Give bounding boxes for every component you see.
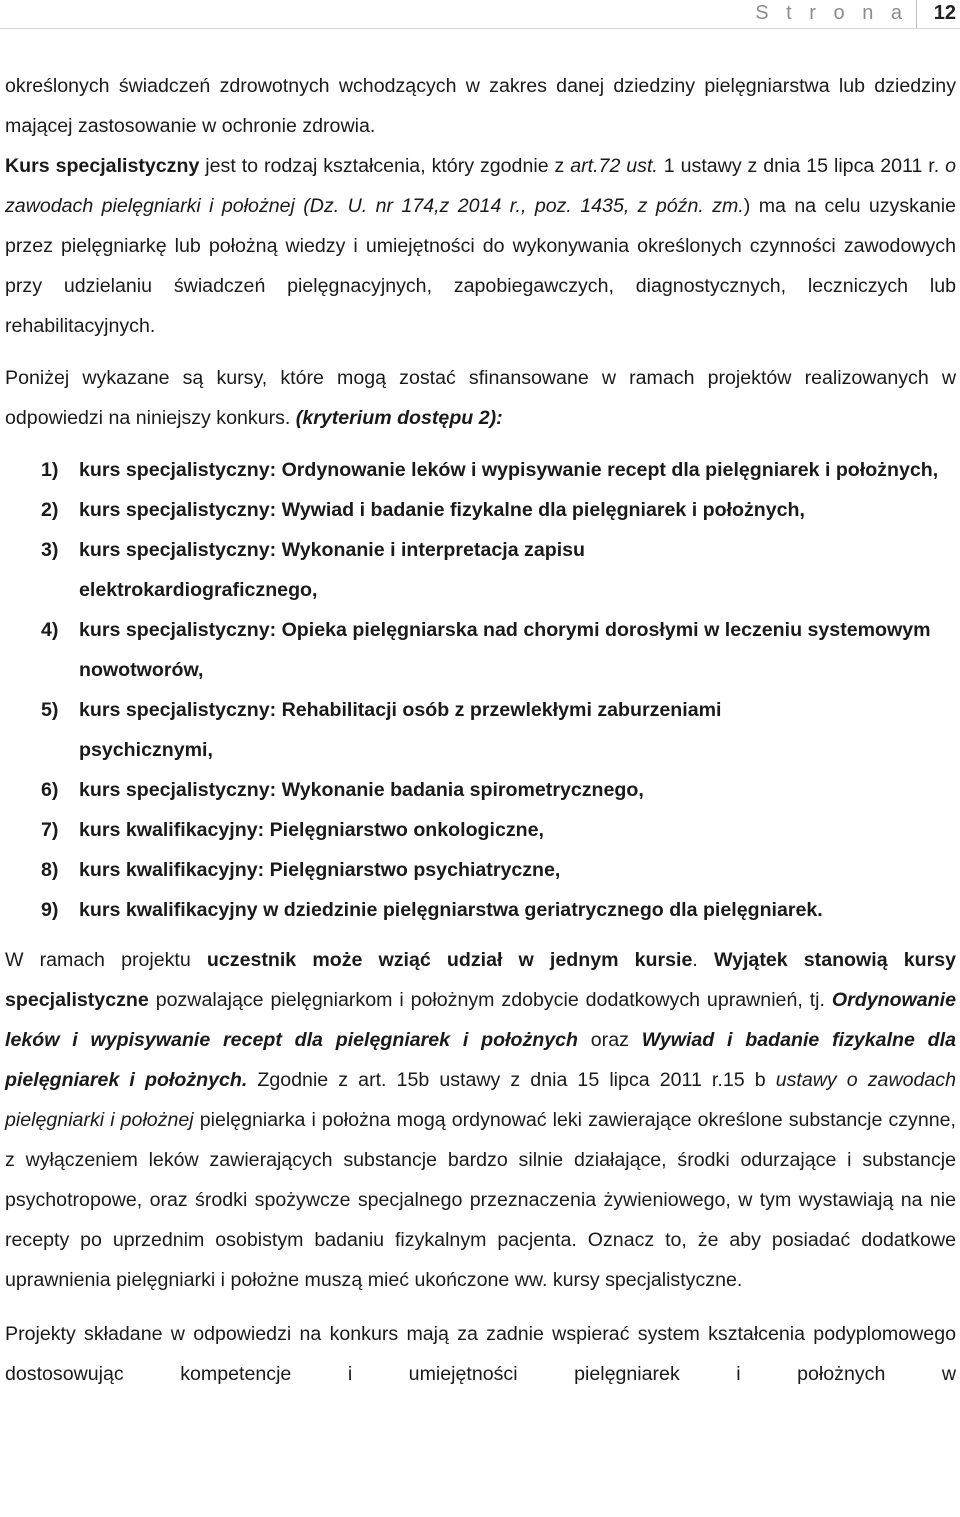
course-list	[5, 450, 956, 930]
list-item	[5, 610, 956, 690]
text-span: oraz	[577, 1029, 642, 1051]
list-item-text: kurs specjalistyczny: Rehabilitacji osób z przewlekłymi zaburzeniami psychicznymi,	[79, 699, 722, 761]
document-body	[5, 66, 956, 1394]
list-item-text: kurs specjalistyczny: Opieka pielęgniarska nad chorymi dorosłymi w leczeniu systemowym nowotworów,	[79, 619, 931, 681]
italic-span: art.72 ust.	[570, 155, 658, 177]
list-item	[5, 810, 956, 850]
criterion-label: (kryterium dostępu 2):	[295, 407, 503, 429]
paragraph-participation-rules	[5, 940, 956, 1300]
list-item	[5, 850, 956, 890]
page-header	[0, 0, 960, 29]
header-divider	[916, 0, 917, 28]
paragraph-course-definition	[5, 146, 956, 346]
text-span: W ramach projektu	[5, 949, 207, 971]
list-item-number: 3)	[41, 539, 59, 561]
text-span: .	[692, 949, 714, 971]
paragraph-intro: określonych świadczeń zdrowotnych wchodzących w zakres danej dziedziny pielęgniarstwa lub dziedziny mającej zastosowanie w ochronie zdrowia.	[5, 75, 956, 137]
bold-span: Wyjątek stanowią kursy specjalistyczne	[5, 949, 957, 1011]
list-item	[5, 770, 956, 810]
list-item-number: 8)	[41, 859, 59, 881]
list-item-number: 2)	[41, 499, 59, 521]
text-span: pozwalające pielęgniarkom i położnym zdobycie dodatkowych uprawnień, tj.	[148, 989, 832, 1011]
text-span: pielęgniarka i położna mogą ordynować leki zawierające określone substancje czynne, z wyłączeniem leków zawierających substancje bardzo silnie działające, środki odurzające i substancje psychotropowe, oraz środki spożywcze specjalnego przeznaczenia żywieniowego, w tym wystawiają na nie recepty po uprzednim osobistym badaniu fizykalnym pacjenta. Oznacz to, że aby posiadać dodatkowe uprawnienia pielęgniarki i położne muszą mieć ukończone ww. kursy specjalistyczne.	[5, 1109, 956, 1291]
bold-italic-span: Wywiad i badanie fizykalne dla pielęgniarek i położnych.	[5, 1029, 956, 1091]
list-item	[5, 450, 956, 490]
list-item-text: kurs specjalistyczny: Wykonanie i interpretacja zapisu elektrokardiograficznego,	[79, 539, 586, 601]
list-item	[5, 890, 956, 930]
italic-law-reference: o zawodach pielęgniarki i położnej (Dz. U. nr 174,z 2014 r., poz. 1435, z późn. zm.	[5, 155, 956, 217]
text-span: ) ma na celu uzyskanie przez pielęgniarkę lub położną wiedzy i umiejętności do wykonywania określonych czynności zawodowych przy udzielaniu świadczeń pielęgnacyjnych, zapobiegawczych, diagnostycznych, leczniczych lub rehabilitacyjnych.	[5, 195, 956, 337]
italic-span: ustawy o zawodach pielęgniarki i położnej	[5, 1069, 956, 1131]
list-item-text: kurs specjalistyczny: Ordynowanie leków i wypisywanie recept dla pielęgniarek i położnych,	[79, 459, 939, 481]
list-item-number: 7)	[41, 819, 59, 841]
list-item-text: kurs specjalistyczny: Wykonanie badania spirometrycznego,	[79, 779, 644, 801]
list-item-number: 4)	[41, 619, 59, 641]
list-item-number: 6)	[41, 779, 59, 801]
list-item-number: 1)	[41, 459, 59, 481]
list-item	[5, 530, 956, 610]
paragraph-courses-intro	[5, 358, 956, 438]
list-item	[5, 490, 956, 530]
text-span: 1 ustawy z dnia 15 lipca 2011 r.	[657, 155, 946, 177]
list-item-number: 9)	[41, 899, 59, 921]
page-label: S t r o n a	[755, 2, 908, 24]
list-item-text: kurs specjalistyczny: Wywiad i badanie fizykalne dla pielęgniarek i położnych,	[79, 499, 805, 521]
list-item	[5, 690, 956, 770]
term-kurs-specjalistyczny: Kurs specjalistyczny	[5, 155, 200, 177]
bold-italic-span: Ordynowanie leków i wypisywanie recept dla pielęgniarek i położnych	[5, 989, 956, 1051]
bold-span: uczestnik może wziąć udział w jednym kursie	[206, 949, 693, 971]
list-item-text: kurs kwalifikacyjny: Pielęgniarstwo onkologiczne,	[79, 819, 544, 841]
paragraph-projects: Projekty składane w odpowiedzi na konkurs mają za zadnie wspierać system kształcenia podyplomowego dostosowując kompetencje i umiejętności pielęgniarek i położnych w	[5, 1323, 956, 1385]
text-span: Zgodnie z art. 15b ustawy z dnia 15 lipca 2011 r.15 b	[247, 1069, 776, 1091]
list-item-number: 5)	[41, 699, 59, 721]
text-span: Poniżej wykazane są kursy, które mogą zostać sfinansowane w ramach projektów realizowanych w odpowiedzi na niniejszy konkurs.	[5, 367, 956, 429]
list-item-text: kurs kwalifikacyjny: Pielęgniarstwo psychiatryczne,	[79, 859, 561, 881]
text-span: jest to rodzaj kształcenia, który zgodnie z	[199, 155, 571, 177]
list-item-text: kurs kwalifikacyjny w dziedzinie pielęgniarstwa geriatrycznego dla pielęgniarek.	[79, 899, 823, 921]
page-number: 12	[933, 2, 956, 24]
